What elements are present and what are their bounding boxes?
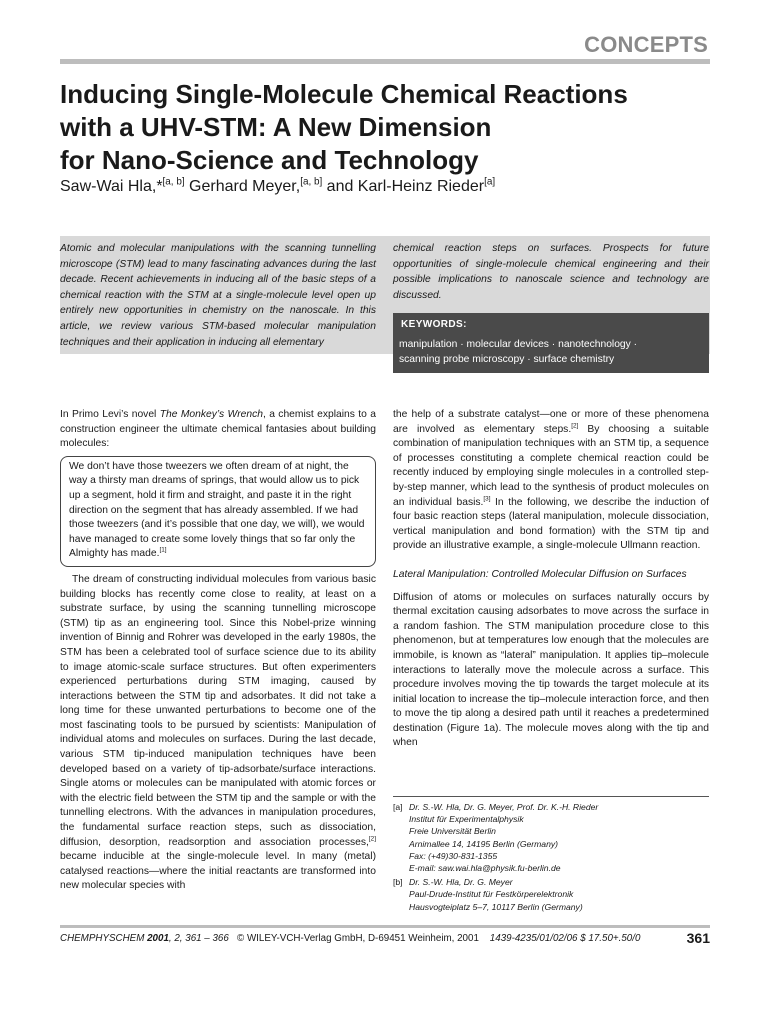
volume-pages: , 2, 361 – 366 — [168, 933, 229, 944]
page-number: 361 — [686, 930, 710, 946]
affiliation-line: Dr. S.-W. Hla, Dr. G. Meyer — [409, 877, 513, 888]
article-title — [60, 78, 720, 177]
affiliation-line: Fax: (+49)30-831-1355 — [409, 850, 498, 861]
section-header: CONCEPTS — [584, 32, 708, 57]
abstract-text-right: chemical reaction steps on surfaces. Prospects for future opportunities of single-molecule chemical engineering and their possible implications to nanoscale science and technology are discussed. — [393, 243, 709, 301]
issn-line: 1439-4235/01/02/06 $ 17.50+.50/0 — [489, 933, 641, 944]
page-footer — [60, 930, 710, 946]
header-rule — [60, 59, 710, 64]
affiliations — [393, 801, 709, 913]
affiliation-b-tag: [b] — [393, 877, 403, 888]
affiliation-a — [393, 801, 709, 874]
affiliation-a-tag: [a] — [393, 802, 403, 812]
affiliation-rule — [393, 796, 709, 797]
quote-box — [60, 456, 376, 567]
paragraph-2: The dream of constructing individual molecules from various basic building blocks has recently come close to reality, at least on a substrate surface, by using the scanning tunnelling microscope (STM) tip as an engineering tool. Since this Nobel-prize winning invention of Binnig and Rohrer was developed in the early 1980s, the STM has been a celebrated tool of surface science due to its ability to image atomic-scale surface structures. But often experimenters experienced perturbations during STM imaging, caused by interactions between the STM tip and adsorbates. It did not take a long time for these unwanted perturbations to become one of the most fascinating tools to be pursued by scientists: Manipulation of individual atoms and molecules on surfaces. During the last decade, various STM tip-induced manipulation techniques have been developed based on a variety of tip-adsorbate/surface interactions. Single atoms or molecules can be manipulated with atomic forces or with the electric field between the STM tip and the sample or with the tunnelling electrons. With the advances in manipulation procedures, the fundamental surface reaction steps, such as dissociation, diffusion, desorption, readsorption and association processes,[2] became inducible at the single-molecule level. In many (metal) catalysed reactions—where the initial reactants are transformed into new molecular species with — [60, 573, 376, 892]
journal-year: 2001 — [147, 933, 169, 944]
affiliation-line: Arnimallee 14, 14195 Berlin (Germany) — [409, 838, 559, 849]
footer-rule — [60, 925, 710, 928]
email-line: E-mail: saw.wai.hla@physik.fu-berlin.de — [409, 863, 561, 874]
journal-name: CHEMPHYSCHEM — [60, 933, 145, 944]
author-list — [60, 178, 495, 196]
citation: [2] — [368, 835, 376, 843]
author-2: Gerhard Meyer, — [184, 178, 301, 195]
author-1-affil: [a, b] — [162, 176, 185, 188]
author-1: Saw-Wai Hla,* — [60, 178, 163, 195]
citation: [3] — [483, 495, 491, 503]
body-column-right — [393, 408, 709, 751]
author-3-affil: [a] — [484, 176, 496, 188]
author-3: and Karl-Heinz Rieder — [322, 178, 485, 195]
affiliation-line: Hausvogteiplatz 5–7, 10117 Berlin (Germany) — [409, 901, 583, 912]
keywords-title: KEYWORDS: — [401, 319, 467, 330]
title-line-2: with a UHV-STM: A New Dimension — [60, 112, 492, 142]
affiliation-line: Freie Universität Berlin — [409, 826, 496, 837]
affiliation-line: Dr. S.-W. Hla, Dr. G. Meyer, Prof. Dr. K.-H. Rieder — [409, 802, 599, 812]
section-subheading: Lateral Manipulation: Controlled Molecular Diffusion on Surfaces — [393, 568, 687, 580]
paragraph-3: the help of a substrate catalyst—one or more of these phenomena are involved as elementary steps.[2] By choosing a suitable combination of manipulation techniques with an STM tip, a sequence of processes constituting a complete chemical reaction could be recently induced by employing single molecules in a controlled step-by-step manner, which lead to the synthesis of product molecules on an individual basis.[3] In the following, we describe the induction of four basic reaction steps (lateral manipulation, molecule dissociation, vertical manipulation and bond formation) with the STM tip and provide an illustrative example, a single-molecule Ullmann reaction. — [393, 409, 709, 552]
title-line-1: Inducing Single-Molecule Chemical Reactions — [60, 79, 628, 109]
quote-citation: [1] — [159, 546, 167, 554]
citation: [2] — [571, 422, 579, 430]
keywords-line-1: manipulation · molecular devices · nanotechnology · — [399, 339, 638, 350]
paragraph-4: Diffusion of atoms or molecules on surfaces naturally occurs by thermal excitation causing adsorbates to move across the surface in a random fashion. The STM manipulation procedure close to this phenomenon, but at temperatures low enough that the molecules are immobile, is known as “lateral” manipulation. It applies tip–molecule interactions to laterally move the molecule across a surface. This procedure involves moving the tip towards the target molecule at its initial location to increase the tip–molecule interaction force, and then to move the tip along a desired path until it reaches a predetermined destination (Figure 1a). The molecule moves along with the tip and when — [393, 591, 709, 749]
intro-paragraph: In Primo Levi’s novel The Monkey’s Wrench, a chemist explains to a construction engineer the ultimate chemical fantasies about building molecules: — [60, 409, 376, 450]
title-line-3: for Nano-Science and Technology — [60, 145, 479, 175]
abstract-text-left: Atomic and molecular manipulations with the scanning tunnelling microscope (STM) lead to many fascinating advances during the last decade. Recent achievements in inducing all of the basic steps of a chemical reaction with the STM at a single-molecule level open up entirely new opportunities in chemistry on the nanoscale. In this article, we review various STM-based molecular manipulation techniques and their application in inducing all elementary — [60, 243, 376, 348]
affiliation-b — [393, 876, 709, 913]
quote-text: We don’t have those tweezers we often dream of at night, the way a thirsty man dreams of springs, that would allow us to pick up a segment, hold it firm and straight, and paste it in the right direction on the segment that has already assembled. If we had those tweezers (and it’s possible that one day, we will), we would have managed to create some lovely things that so far only the Almighty has made. — [69, 460, 365, 560]
book-title: The Monkey’s Wrench — [159, 409, 263, 420]
keywords-line-2: scanning probe microscopy · surface chemistry — [399, 354, 615, 365]
author-2-affil: [a, b] — [300, 176, 323, 188]
affiliation-line: Paul-Drude-Institut für Festkörperelektronik — [409, 889, 574, 900]
keywords-box — [393, 313, 709, 373]
affiliation-line: Institut für Experimentalphysik — [409, 814, 524, 825]
publisher-line: © WILEY-VCH-Verlag GmbH, D-69451 Weinheim, 2001 — [237, 933, 479, 944]
body-column-left — [60, 408, 376, 894]
